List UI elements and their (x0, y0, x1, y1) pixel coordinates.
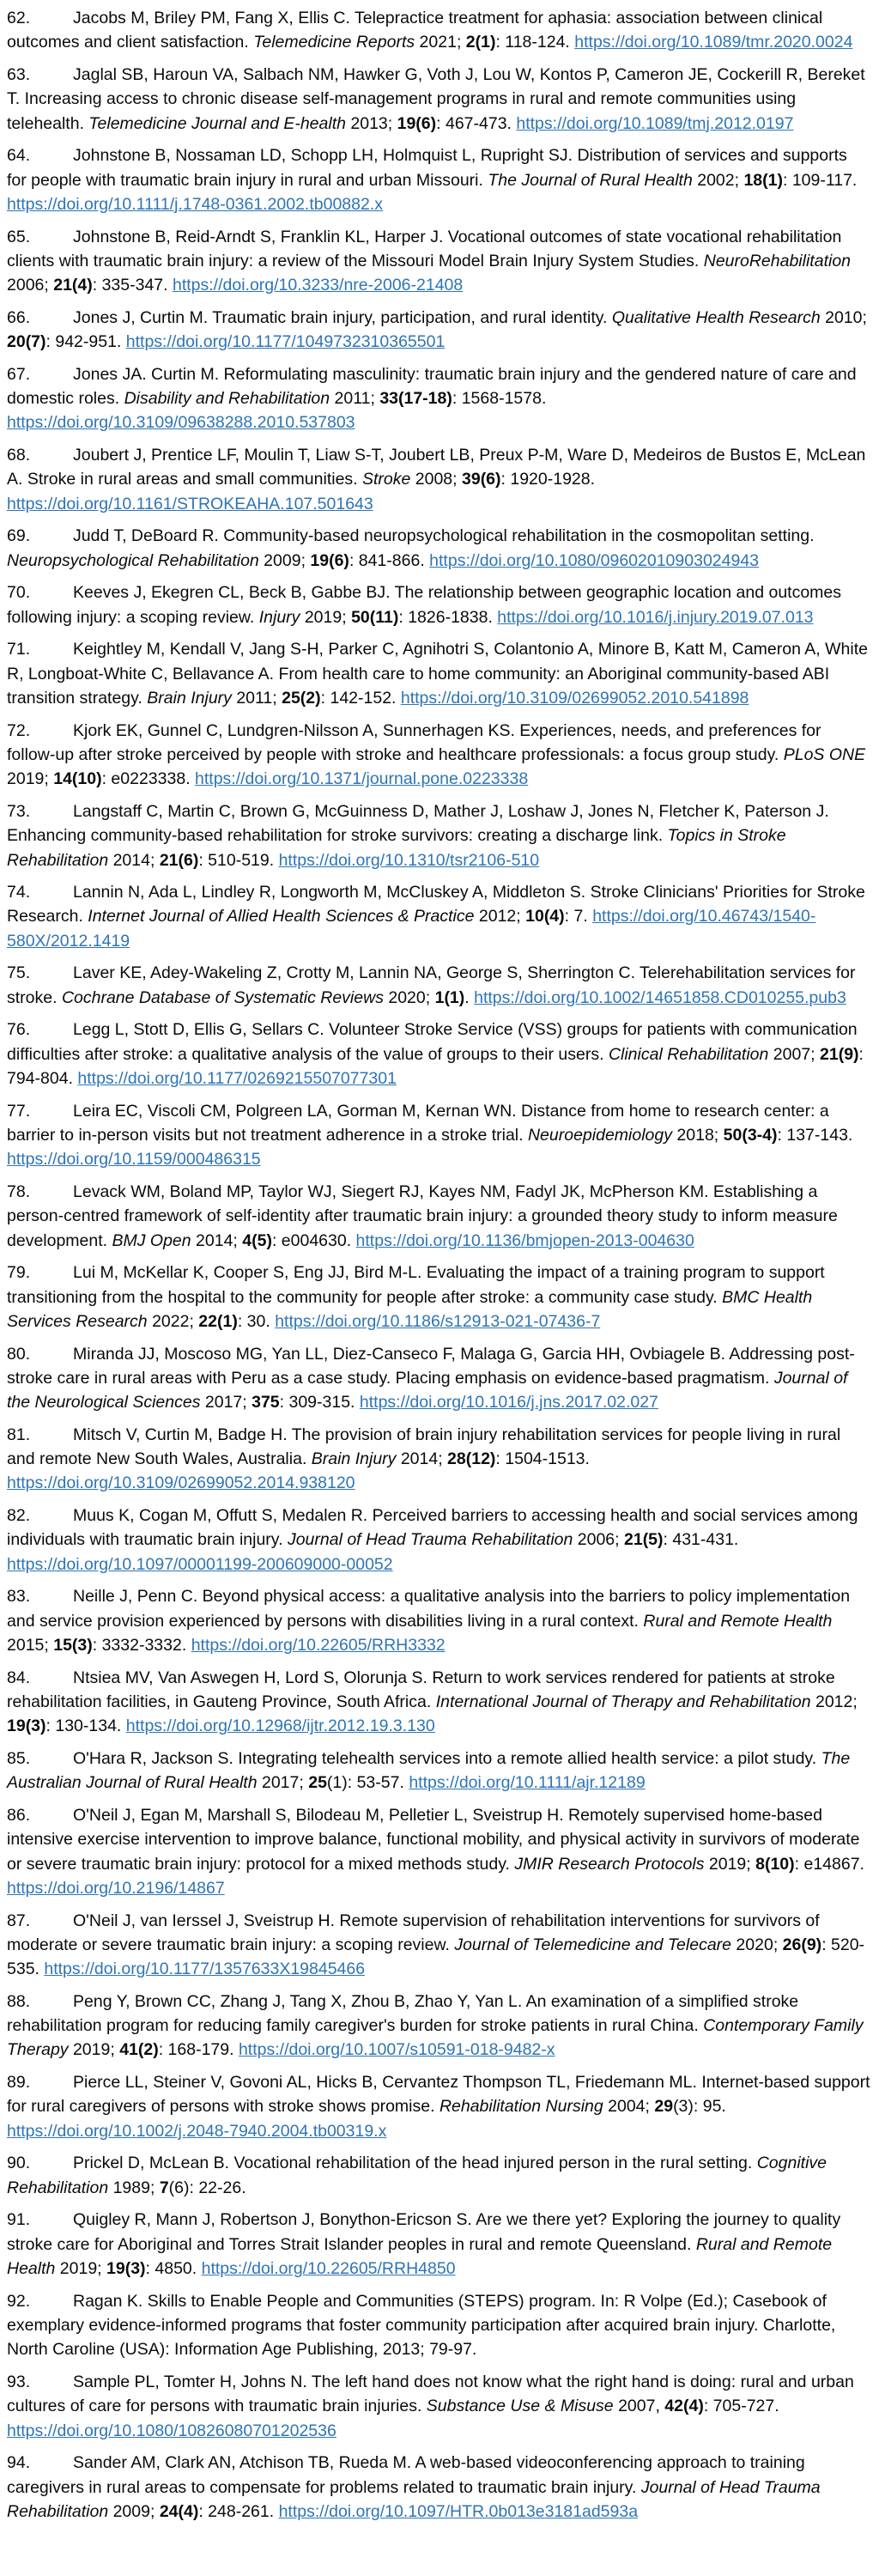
volume-issue: 33(17-18) (379, 389, 452, 409)
journal-name: Neuroepidemiology (527, 1126, 672, 1145)
reference-text: Keightley M, Kendall V, Jang S-H, Parker C, Agnihotri S, Colantonio A, Minore B, Katt M, Cameron A, White R, Longboat-White C, Bellavance A. From health care to home community: an Aboriginal community-based ABI transition strategy. (7, 640, 868, 708)
reference-number: 78. (7, 1182, 31, 1202)
journal-name: Neuropsychological Rehabilitation (7, 550, 259, 570)
journal-name: Rural and Remote Health (7, 2234, 833, 2278)
reference-number: 64. (7, 146, 31, 166)
reference-item (7, 1423, 870, 1496)
reference-item (7, 2070, 870, 2143)
reference-number: 90. (7, 2154, 31, 2173)
reference-item (7, 580, 870, 629)
doi-link[interactable]: https://doi.org/10.22605/RRH4850 (201, 2258, 456, 2278)
reference-number: 74. (7, 883, 31, 902)
reference-text: Leira EC, Viscoli CM, Polgreen LA, Gorman M, Kernan WN. Distance from home to research center: a barrier to in-person visits but not treatment adherence in a stroke trial. (7, 1101, 829, 1145)
reference-item (7, 1990, 870, 2063)
reference-text: : 520-535. (7, 1935, 865, 1979)
reference-text: Quigley R, Mann J, Robertson J, Bonython-Ericson S. Are we there yet? Exploring the journey to quality stroke care for Aboriginal and Torres Strait Islander peoples in rural and remote Queensland. (7, 2210, 841, 2254)
reference-text: (3): 95. (673, 2097, 726, 2117)
reference-text: : 510-519. (198, 850, 279, 870)
reference-number: 81. (7, 1425, 31, 1444)
doi-link[interactable]: https://doi.org/10.1002/j.2048-7940.2004.tb00319.x (7, 2121, 387, 2141)
reference-text: : 1504-1513. (495, 1449, 590, 1469)
reference-item (7, 1909, 870, 1982)
journal-name: Cognitive Rehabilitation (7, 2154, 827, 2197)
reference-text: . (464, 987, 475, 1007)
doi-link[interactable]: https://doi.org/10.3109/02699052.2014.938120 (7, 1473, 355, 1493)
reference-text: Legg L, Stott D, Ellis G, Sellars C. Volunteer Stroke Service (VSS) groups for patients with communication difficulties after stroke: a qualitative analysis of the value of groups to their users. (7, 1020, 858, 1064)
reference-number: 75. (7, 963, 31, 983)
reference-text: : 7. (564, 907, 593, 927)
volume-issue: 41(2) (119, 2040, 159, 2060)
reference-item (7, 443, 870, 516)
volume-issue: 18(1) (743, 170, 783, 190)
reference-item (7, 2208, 870, 2281)
doi-link[interactable]: https://doi.org/10.1161/STROKEAHA.107.501643 (7, 494, 373, 513)
journal-name: NeuroRehabilitation (703, 251, 852, 270)
journal-name: Rehabilitation Nursing (439, 2097, 603, 2117)
reference-text: (6): 22-26. (168, 2178, 246, 2197)
volume-issue: 24(4) (159, 2501, 199, 2521)
reference-text: 1989; (108, 2178, 160, 2197)
reference-text: 2012; (474, 907, 526, 927)
reference-text: 2011; (231, 688, 282, 708)
reference-text: 2019; (300, 607, 352, 627)
journal-name: Cochrane Database of Systematic Reviews (61, 987, 384, 1007)
reference-text: 2007; (768, 1044, 821, 1064)
reference-item (7, 1018, 870, 1091)
reference-number: 94. (7, 2453, 31, 2473)
reference-text: (1): 53-57. (326, 1773, 409, 1793)
doi-link[interactable]: https://doi.org/10.1159/000486315 (7, 1150, 261, 1170)
volume-issue: 15(3) (53, 1636, 93, 1656)
journal-name: BMJ Open (112, 1230, 191, 1250)
journal-name: Telemedicine Journal and E-health (88, 113, 346, 133)
reference-text: 2018; (672, 1126, 724, 1145)
volume-issue: 50(3-4) (723, 1126, 778, 1145)
reference-text: Johnstone B, Nossaman LD, Schopp LH, Holmquist L, Rupright SJ. Distribution of services and supports for people with traumatic brain injury in rural and urban Missouri. (7, 146, 847, 190)
journal-name: Journal of Head Trauma Rehabilitation (7, 2477, 821, 2521)
doi-link[interactable]: https://doi.org/10.1080/09602010903024943 (429, 550, 760, 570)
reference-text: 2022; (147, 1311, 199, 1331)
reference-item (7, 719, 870, 792)
journal-name: Substance Use & Misuse (426, 2397, 614, 2416)
journal-name: Clinical Rehabilitation (608, 1044, 769, 1064)
reference-text: 2009; (108, 2501, 160, 2521)
reference-number: 91. (7, 2210, 31, 2230)
volume-issue: 2(1) (465, 33, 496, 52)
doi-link[interactable]: https://doi.org/10.1097/HTR.0b013e3181ad593a (278, 2501, 639, 2521)
reference-number: 87. (7, 1911, 31, 1930)
reference-text: Prickel D, McLean B. Vocational rehabilitation of the head injured person in the rural setting. (73, 2154, 757, 2173)
reference-number: 67. (7, 364, 31, 384)
volume-issue: 39(6) (462, 470, 501, 489)
reference-text: 2019; (68, 2040, 120, 2060)
journal-name: Qualitative Health Research (611, 307, 821, 327)
reference-text: Ragan K. Skills to Enable People and Communities (STEPS) program. In: R Volpe (Ed.); Casebook of exemplary evidence-informed programs that foster community participation after acquired brain injury. Charlotte, North Caroline (USA): Information Age Publishing, 2013; 79-97. (7, 2291, 836, 2360)
journal-name: Topics in Stroke Rehabilitation (7, 826, 786, 870)
reference-item (7, 1747, 870, 1795)
reference-item (7, 1666, 870, 1739)
reference-text: : e14867. (794, 1854, 864, 1874)
reference-text: : 1568-1578. (452, 389, 547, 409)
reference-number: 86. (7, 1805, 31, 1825)
reference-text: : 3332-3332. (92, 1636, 191, 1656)
reference-text: Mitsch V, Curtin M, Badge H. The provision of brain injury rehabilitation services for people living in rural and remote New South Wales, Australia. (7, 1425, 841, 1469)
reference-text: Jones JA. Curtin M. Reformulating masculinity: traumatic brain injury and the gendered nature of care and domestic roles. (7, 364, 857, 409)
reference-text: 2014; (191, 1230, 243, 1250)
reference-item (7, 143, 870, 216)
doi-link[interactable]: https://doi.org/10.1002/14651858.CD010255.pub3 (474, 987, 846, 1007)
reference-item (7, 961, 870, 1010)
volume-issue: 20(7) (7, 332, 46, 352)
journal-name: Contemporary Family Therapy (7, 2016, 864, 2060)
reference-text: 2019; (55, 2258, 107, 2278)
volume-issue: 19(3) (106, 2258, 146, 2278)
reference-text: 2004; (603, 2097, 655, 2117)
reference-text: : 30. (237, 1311, 276, 1331)
journal-name: BMC Health Services Research (7, 1287, 813, 1331)
volume-issue: 28(12) (447, 1449, 496, 1469)
doi-link[interactable]: https://doi.org/10.1111/j.1748-0361.2002.tb00882.x (7, 194, 384, 214)
reference-item (7, 799, 870, 872)
reference-text: : e0223338. (101, 769, 196, 789)
reference-number: 70. (7, 583, 31, 603)
reference-text: Jaglal SB, Haroun VA, Salbach NM, Hawker G, Voth J, Lou W, Kontos P, Cameron JE, Cockerill R, Bereket T. Increasing access to chronic disease self-management programs in rural and remote communities using telehealth. (7, 64, 865, 133)
reference-text: 2009; (258, 550, 311, 570)
reference-text: Keeves J, Ekegren CL, Beck B, Gabbe BJ. The relationship between geographic location and outcomes following injury: a scoping review. (7, 583, 842, 627)
reference-number: 63. (7, 64, 31, 84)
doi-link[interactable]: https://doi.org/10.12968/ijtr.2012.19.3.130 (125, 1716, 435, 1736)
reference-text: 2008; (410, 470, 462, 489)
reference-text: : 137-143. (777, 1126, 853, 1145)
reference-text: 2013; (345, 113, 397, 133)
volume-issue: 22(1) (198, 1311, 238, 1331)
reference-text: O'Neil J, van Ierssel J, Sveistrup H. Remote supervision of rehabilitation interventions for survivors of moderate or severe traumatic brain injury: a scoping review. (7, 1911, 820, 1954)
reference-text: 2006; (7, 276, 54, 295)
reference-text: : 168-179. (158, 2040, 239, 2060)
reference-number: 71. (7, 640, 31, 659)
reference-item (7, 1803, 870, 1900)
volume-issue: 21(5) (624, 1530, 664, 1550)
reference-item (7, 63, 870, 136)
journal-name: Stroke (362, 470, 411, 489)
volume-issue: 21(4) (53, 276, 93, 295)
reference-text: Jones J, Curtin M. Traumatic brain injury, participation, and rural identity. (73, 307, 612, 327)
reference-text: 2021; (415, 33, 466, 52)
volume-issue: 19(6) (310, 550, 349, 570)
volume-issue: 25(2) (282, 688, 321, 708)
reference-text: 2014; (108, 850, 160, 870)
doi-link[interactable]: https://doi.org/10.1007/s10591-018-9482-x (238, 2040, 555, 2060)
reference-text: : 431-431. (663, 1530, 739, 1550)
journal-name: Brain Injury (311, 1449, 397, 1469)
reference-text: Muus K, Cogan M, Offutt S, Medalen R. Perceived barriers to accessing health and social services among individuals with traumatic brain injury. (7, 1506, 858, 1550)
reference-number: 80. (7, 1344, 31, 1364)
reference-number: 77. (7, 1101, 31, 1121)
reference-text: 2015; (7, 1636, 54, 1656)
doi-link[interactable]: https://doi.org/10.3233/nre-2006-21408 (172, 276, 464, 295)
journal-name: Telemedicine Reports (253, 33, 415, 52)
reference-text: : 248-261. (198, 2501, 279, 2521)
volume-issue: 7 (159, 2178, 169, 2197)
doi-link[interactable]: https://doi.org/10.1080/10826080701202536 (7, 2421, 336, 2440)
reference-text: 2011; (330, 389, 380, 409)
volume-issue: 21(9) (820, 1044, 859, 1064)
reference-text: 2014; (396, 1449, 448, 1469)
doi-link[interactable]: https://doi.org/10.1177/0269215507077301 (77, 1069, 397, 1089)
reference-number: 89. (7, 2073, 31, 2093)
reference-number: 73. (7, 801, 31, 821)
volume-issue: 19(6) (397, 113, 437, 133)
doi-link[interactable]: https://doi.org/10.1111/ajr.12189 (409, 1773, 646, 1793)
reference-item (7, 2289, 870, 2362)
reference-item (7, 1584, 870, 1657)
reference-text: : 309-315. (279, 1393, 360, 1413)
reference-number: 92. (7, 2291, 31, 2311)
volume-issue: 1(1) (434, 987, 465, 1007)
reference-text: Jacobs M, Briley PM, Fang X, Ellis C. Telepractice treatment for aphasia: association between clinical outcomes and client satisfaction. (7, 9, 823, 52)
volume-issue: 25 (308, 1773, 327, 1793)
reference-text: Lui M, McKellar K, Cooper S, Eng JJ, Bird M-L. Evaluating the impact of a training program to support transitioning from the hospital to the community for people after stroke: a community case study. (7, 1263, 825, 1307)
reference-text: Joubert J, Prentice LF, Moulin T, Liaw S-T, Joubert LB, Preux P-M, Ware D, Medeiros de Bustos E, McLean A. Stroke in rural areas and small communities. (7, 446, 866, 489)
journal-name: The Australian Journal of Rural Health (7, 1748, 851, 1793)
doi-link[interactable]: https://doi.org/10.1097/00001199-200609000-00052 (7, 1554, 393, 1574)
volume-issue: 42(4) (664, 2397, 704, 2416)
reference-number: 84. (7, 1668, 31, 1687)
reference-item (7, 524, 870, 573)
doi-link[interactable]: https://doi.org/10.3109/02699052.2010.541898 (400, 688, 749, 708)
reference-item (7, 1180, 870, 1253)
reference-item (7, 2451, 870, 2524)
reference-text: O'Neil J, Egan M, Marshall S, Bilodeau M, Pelletier L, Sveistrup H. Remotely supervised home-based intensive exercise intervention to improve balance, functional mobility, and physical activity in survivors of moderate or severe traumatic brain injury: protocol for a mixed methods study. (7, 1805, 860, 1874)
reference-item (7, 1099, 870, 1172)
reference-item (7, 1504, 870, 1577)
reference-text: Laver KE, Adey-Wakeling Z, Crotty M, Lannin NA, George S, Sherrington C. Telerehabilitation services for stroke. (7, 963, 856, 1007)
reference-text: Langstaff C, Martin C, Brown G, McGuinness D, Mather J, Loshaw J, Jones N, Fletcher K, Paterson J. Enhancing community-based rehabilitation for stroke survivors: creating a discharge link. (7, 801, 829, 846)
reference-text: Levack WM, Boland MP, Taylor WJ, Siegert RJ, Kayes NM, Fadyl JK, McPherson KM. Establishing a person-centred framework of self-identity after traumatic brain injury: a grounded theory study to inform measure development. (7, 1182, 838, 1250)
reference-item (7, 2151, 870, 2200)
reference-text: Kjork EK, Gunnel C, Lundgren-Nilsson A, Sunnerhagen KS. Experiences, needs, and preferences for follow-up after stroke perceived by people with stroke and healthcare professionals: a focus group study. (7, 720, 821, 764)
volume-issue: 14(10) (53, 769, 102, 789)
reference-text: Neille J, Penn C. Beyond physical access: a qualitative analysis into the barriers to policy implementation and service provision experienced by persons with disabilities living in a rural context. (7, 1587, 851, 1631)
volume-issue: 375 (252, 1393, 280, 1413)
reference-text: : 4850. (145, 2258, 202, 2278)
reference-text: Peng Y, Brown CC, Zhang J, Tang X, Zhou B, Zhao Y, Yan L. An examination of a simplified stroke rehabilitation program for reducing family caregiver's burden for stroke patients in rural China. (7, 1991, 799, 2036)
reference-number: 62. (7, 9, 31, 27)
reference-number: 85. (7, 1748, 31, 1768)
volume-issue: 8(10) (755, 1854, 795, 1874)
reference-list (7, 6, 870, 2524)
reference-text: : 109-117. (782, 170, 858, 190)
journal-name: Internet Journal of Allied Health Sciences & Practice (88, 907, 475, 927)
reference-text: Miranda JJ, Moscoso MG, Yan LL, Diez-Canseco F, Malaga G, Garcia HH, Ovbiagele B. Addressing post-stroke care in rural areas with Peru as a case study. Placing emphasis on evidence-based pragmatism. (7, 1344, 855, 1388)
reference-number: 72. (7, 720, 31, 740)
journal-name: PLoS ONE (783, 744, 866, 764)
reference-text: : 942-951. (45, 332, 126, 352)
reference-text: : 841-866. (349, 550, 430, 570)
doi-link[interactable]: https://doi.org/10.22605/RRH3332 (191, 1636, 446, 1656)
reference-item (7, 637, 870, 710)
reference-item (7, 1342, 870, 1415)
reference-text: Judd T, DeBoard R. Community-based neuropsychological rehabilitation in the cosmopolitan setting. (73, 526, 815, 546)
reference-number: 82. (7, 1506, 31, 1526)
reference-text: 2012; (810, 1692, 858, 1711)
reference-text: : 130-134. (45, 1716, 126, 1736)
doi-link[interactable]: https://doi.org/10.1016/j.jns.2017.02.027 (359, 1393, 658, 1413)
volume-issue: 50(11) (351, 607, 399, 627)
reference-text: : e004630. (271, 1230, 356, 1250)
reference-text: Johnstone B, Reid-Arndt S, Franklin KL, Harper J. Vocational outcomes of state vocational rehabilitation clients with traumatic brain injury: a review of the Missouri Model Brain Injury System Studies. (7, 227, 842, 270)
reference-text: 2002; (692, 170, 744, 190)
journal-name: International Journal of Therapy and Rehabilitation (435, 1692, 811, 1711)
reference-text: 2019; (7, 769, 54, 789)
reference-text: 2010; (820, 307, 867, 327)
volume-issue: 10(4) (525, 907, 565, 927)
doi-link[interactable]: https://doi.org/10.1016/j.injury.2019.07.013 (497, 607, 814, 627)
reference-text: : 1920-1928. (500, 470, 596, 489)
journal-name: Injury (258, 607, 300, 627)
doi-link[interactable]: https://doi.org/10.1089/tmr.2020.0024 (574, 33, 853, 52)
reference-number: 69. (7, 526, 31, 546)
doi-link[interactable]: https://doi.org/10.46743/1540-580X/2012.1419 (7, 907, 816, 951)
doi-link[interactable]: https://doi.org/10.1136/bmjopen-2013-004630 (355, 1230, 694, 1250)
reference-text: 2007, (613, 2397, 665, 2416)
reference-text: 2017; (200, 1393, 252, 1413)
journal-name: Journal of Telemedicine and Telecare (454, 1935, 732, 1954)
volume-issue: 26(9) (782, 1935, 822, 1954)
reference-text: O'Hara R, Jackson S. Integrating telehealth services into a remote allied health service: a pilot study. (73, 1748, 821, 1768)
journal-name: JMIR Research Protocols (514, 1854, 705, 1874)
reference-text: 2020; (383, 987, 435, 1007)
doi-link[interactable]: https://doi.org/10.1089/tmj.2012.0197 (516, 113, 794, 133)
volume-issue: 21(6) (159, 850, 199, 870)
doi-link[interactable]: https://doi.org/10.1186/s12913-021-07436-7 (275, 1311, 601, 1331)
reference-text: : 1826-1838. (398, 607, 498, 627)
reference-number: 66. (7, 307, 31, 327)
reference-text: Pierce LL, Steiner V, Govoni AL, Hicks B, Cervantez Thompson TL, Friedemann ML. Internet-based support for rural caregivers of persons with stroke shows promise. (7, 2073, 870, 2117)
reference-item (7, 6, 870, 55)
reference-number: 83. (7, 1587, 31, 1607)
reference-text: Ntsiea MV, Van Aswegen H, Lord S, Olorunja S. Return to work services rendered for patients at stroke rehabilitation facilities, in Gauteng Province, South Africa. (7, 1668, 835, 1711)
reference-number: 88. (7, 1991, 31, 2011)
reference-text: 2006; (573, 1530, 624, 1550)
reference-text: : 335-347. (92, 276, 173, 295)
reference-item (7, 362, 870, 435)
journal-name: Brain Injury (147, 688, 232, 708)
doi-link[interactable]: https://doi.org/10.1310/tsr2106-510 (278, 850, 540, 870)
reference-number: 93. (7, 2372, 31, 2391)
reference-number: 79. (7, 1263, 31, 1283)
volume-issue: 29 (654, 2097, 674, 2117)
journal-name: Journal of Head Trauma Rehabilitation (287, 1530, 573, 1550)
reference-text: : 794-804. (7, 1044, 864, 1089)
reference-text: Sample PL, Tomter H, Johns N. The left hand does not know what the right hand is doing: rural and urban cultures of care for persons with traumatic brain injuries. (7, 2372, 854, 2416)
doi-link[interactable]: https://doi.org/10.1371/journal.pone.0223338 (195, 769, 529, 789)
reference-text: : 705-727. (703, 2397, 779, 2416)
reference-text: Sander AM, Clark AN, Atchison TB, Rueda M. A web-based videoconferencing approach to training caregivers in rural areas to compensate for problems related to traumatic brain injury. (7, 2453, 805, 2497)
reference-number: 76. (7, 1020, 31, 1040)
doi-link[interactable]: https://doi.org/10.1177/1357633X19845466 (44, 1959, 366, 1979)
doi-link[interactable]: https://doi.org/10.3109/09638288.2010.537803 (7, 413, 355, 433)
reference-item (7, 225, 870, 298)
volume-issue: 19(3) (7, 1716, 46, 1736)
volume-issue: 4(5) (242, 1230, 272, 1250)
journal-name: Disability and Rehabilitation (124, 389, 330, 409)
reference-text: 2017; (257, 1773, 309, 1793)
reference-text: : 467-473. (436, 113, 517, 133)
reference-text: Lannin N, Ada L, Lindley R, Longworth M, McCluskey A, Middleton S. Stroke Clinicians' Priorities for Stroke Research. (7, 883, 865, 927)
reference-item (7, 880, 870, 953)
reference-text: : 118-124. (495, 33, 575, 52)
journal-name: Journal of the Neurological Sciences (7, 1368, 848, 1413)
reference-text: 2020; (731, 1935, 783, 1954)
reference-text: 2019; (704, 1854, 756, 1874)
journal-name: Rural and Remote Health (643, 1611, 833, 1631)
doi-link[interactable]: https://doi.org/10.2196/14867 (7, 1878, 225, 1898)
reference-number: 68. (7, 446, 31, 465)
reference-item (7, 2370, 870, 2443)
reference-number: 65. (7, 227, 31, 246)
reference-text: : 142-152. (320, 688, 401, 708)
doi-link[interactable]: https://doi.org/10.1177/1049732310365501 (125, 332, 446, 352)
reference-item (7, 1261, 870, 1334)
reference-item (7, 306, 870, 355)
journal-name: The Journal of Rural Health (488, 170, 693, 190)
